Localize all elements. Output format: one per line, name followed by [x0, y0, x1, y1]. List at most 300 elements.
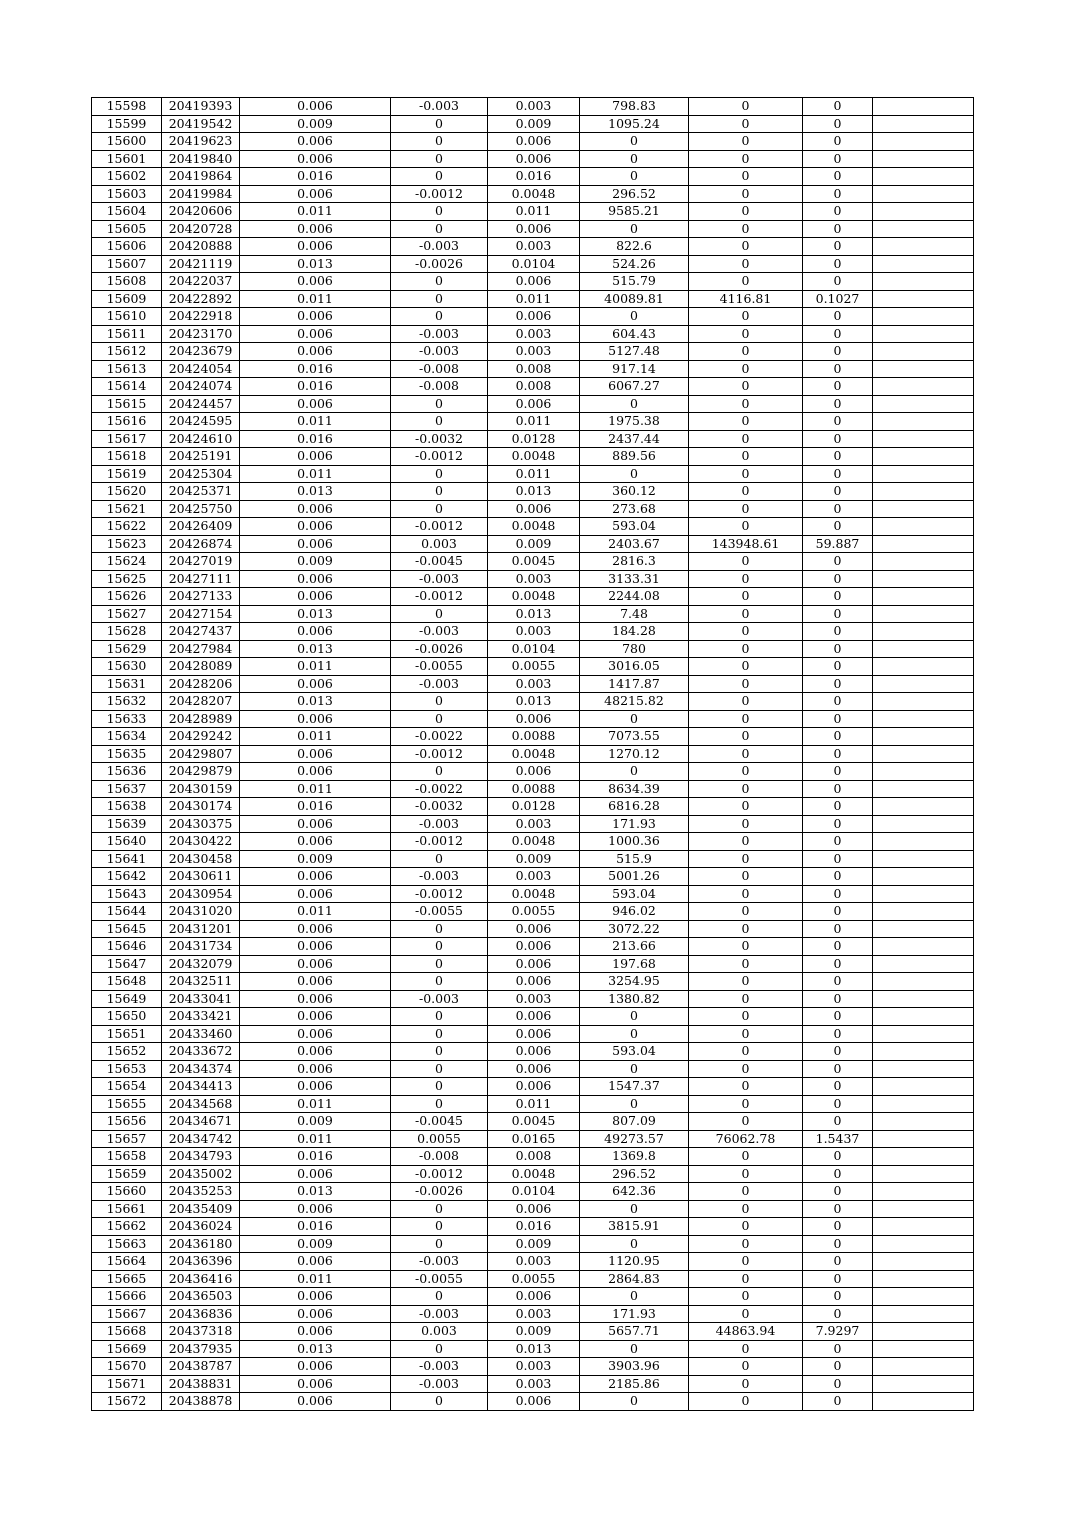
net-value-cell: 0.003: [488, 238, 580, 256]
amount-cell: 0: [580, 763, 689, 781]
net-value-cell: 0.006: [488, 1288, 580, 1306]
table-row: [92, 1358, 974, 1376]
ratio-cell: 0: [803, 378, 873, 396]
net-value-cell: 0.006: [488, 710, 580, 728]
amount-cell: 3254.95: [580, 973, 689, 991]
extra-amount-cell: 0: [689, 728, 803, 746]
ratio-cell: 0: [803, 360, 873, 378]
row-number-cell: 15609: [92, 290, 162, 308]
value-a-cell: 0.011: [240, 1270, 391, 1288]
amount-cell: 0: [580, 220, 689, 238]
net-value-cell: 0.003: [488, 815, 580, 833]
empty-cell: [873, 1078, 974, 1096]
row-number-cell: 15655: [92, 1095, 162, 1113]
table-row: [92, 220, 974, 238]
net-value-cell: 0.009: [488, 1323, 580, 1341]
id-cell: 20437935: [162, 1340, 240, 1358]
value-a-cell: 0.011: [240, 465, 391, 483]
value-a-cell: 0.006: [240, 518, 391, 536]
empty-cell: [873, 168, 974, 186]
table-row: [92, 133, 974, 151]
empty-cell: [873, 273, 974, 291]
row-number-cell: 15612: [92, 343, 162, 361]
net-value-cell: 0.008: [488, 378, 580, 396]
row-number-cell: 15605: [92, 220, 162, 238]
empty-cell: [873, 553, 974, 571]
ratio-cell: 0: [803, 133, 873, 151]
table-row: [92, 325, 974, 343]
ratio-cell: 0: [803, 553, 873, 571]
adjustment-cell: 0: [391, 1008, 488, 1026]
ratio-cell: 0: [803, 973, 873, 991]
amount-cell: 1000.36: [580, 833, 689, 851]
extra-amount-cell: 0: [689, 1113, 803, 1131]
adjustment-cell: 0: [391, 133, 488, 151]
adjustment-cell: -0.0012: [391, 885, 488, 903]
table-row: [92, 780, 974, 798]
extra-amount-cell: 0: [689, 98, 803, 116]
table-row: [92, 1043, 974, 1061]
ratio-cell: 0: [803, 658, 873, 676]
amount-cell: 515.9: [580, 850, 689, 868]
adjustment-cell: 0.003: [391, 1323, 488, 1341]
row-number-cell: 15634: [92, 728, 162, 746]
extra-amount-cell: 0: [689, 273, 803, 291]
id-cell: 20436503: [162, 1288, 240, 1306]
table-row: [92, 973, 974, 991]
table-row: [92, 238, 974, 256]
net-value-cell: 0.011: [488, 413, 580, 431]
net-value-cell: 0.0048: [488, 885, 580, 903]
ratio-cell: 0: [803, 1393, 873, 1411]
net-value-cell: 0.0104: [488, 640, 580, 658]
empty-cell: [873, 325, 974, 343]
table-row: [92, 675, 974, 693]
adjustment-cell: -0.0012: [391, 833, 488, 851]
net-value-cell: 0.008: [488, 1148, 580, 1166]
extra-amount-cell: 0: [689, 1078, 803, 1096]
net-value-cell: 0.0104: [488, 1183, 580, 1201]
amount-cell: 0: [580, 1288, 689, 1306]
empty-cell: [873, 605, 974, 623]
row-number-cell: 15618: [92, 448, 162, 466]
row-number-cell: 15638: [92, 798, 162, 816]
row-number-cell: 15607: [92, 255, 162, 273]
value-a-cell: 0.016: [240, 378, 391, 396]
ratio-cell: 0: [803, 920, 873, 938]
adjustment-cell: -0.003: [391, 1358, 488, 1376]
ratio-cell: 59.887: [803, 535, 873, 553]
table-row: [92, 1025, 974, 1043]
table-row: [92, 203, 974, 221]
extra-amount-cell: 0: [689, 850, 803, 868]
extra-amount-cell: 0: [689, 1358, 803, 1376]
id-cell: 20434742: [162, 1130, 240, 1148]
adjustment-cell: 0: [391, 290, 488, 308]
value-a-cell: 0.006: [240, 395, 391, 413]
extra-amount-cell: 0: [689, 675, 803, 693]
id-cell: 20419840: [162, 150, 240, 168]
empty-cell: [873, 570, 974, 588]
empty-cell: [873, 675, 974, 693]
net-value-cell: 0.0048: [488, 518, 580, 536]
ratio-cell: 0: [803, 308, 873, 326]
amount-cell: 0: [580, 395, 689, 413]
table-row: [92, 448, 974, 466]
id-cell: 20434413: [162, 1078, 240, 1096]
ratio-cell: 0: [803, 1305, 873, 1323]
extra-amount-cell: 0: [689, 1043, 803, 1061]
adjustment-cell: -0.0022: [391, 780, 488, 798]
extra-amount-cell: 0: [689, 903, 803, 921]
net-value-cell: 0.0045: [488, 553, 580, 571]
table-row: [92, 500, 974, 518]
adjustment-cell: 0: [391, 605, 488, 623]
empty-cell: [873, 98, 974, 116]
empty-cell: [873, 1393, 974, 1411]
adjustment-cell: -0.008: [391, 1148, 488, 1166]
net-value-cell: 0.003: [488, 1253, 580, 1271]
empty-cell: [873, 238, 974, 256]
extra-amount-cell: 0: [689, 973, 803, 991]
value-a-cell: 0.006: [240, 1025, 391, 1043]
table-row: [92, 728, 974, 746]
ratio-cell: 0: [803, 885, 873, 903]
net-value-cell: 0.006: [488, 273, 580, 291]
amount-cell: 917.14: [580, 360, 689, 378]
net-value-cell: 0.006: [488, 1078, 580, 1096]
net-value-cell: 0.003: [488, 1375, 580, 1393]
adjustment-cell: 0.0055: [391, 1130, 488, 1148]
adjustment-cell: -0.0012: [391, 745, 488, 763]
id-cell: 20435002: [162, 1165, 240, 1183]
net-value-cell: 0.0048: [488, 833, 580, 851]
net-value-cell: 0.013: [488, 605, 580, 623]
table-row: [92, 605, 974, 623]
ratio-cell: 0: [803, 1235, 873, 1253]
empty-cell: [873, 728, 974, 746]
amount-cell: 3072.22: [580, 920, 689, 938]
row-number-cell: 15643: [92, 885, 162, 903]
net-value-cell: 0.0088: [488, 780, 580, 798]
empty-cell: [873, 255, 974, 273]
ratio-cell: 0: [803, 780, 873, 798]
row-number-cell: 15642: [92, 868, 162, 886]
id-cell: 20428989: [162, 710, 240, 728]
id-cell: 20424074: [162, 378, 240, 396]
extra-amount-cell: 0: [689, 1025, 803, 1043]
id-cell: 20423679: [162, 343, 240, 361]
net-value-cell: 0.006: [488, 1393, 580, 1411]
adjustment-cell: 0: [391, 710, 488, 728]
table-row: [92, 1078, 974, 1096]
value-a-cell: 0.009: [240, 553, 391, 571]
table-row: [92, 1253, 974, 1271]
value-a-cell: 0.006: [240, 150, 391, 168]
empty-cell: [873, 1025, 974, 1043]
value-a-cell: 0.006: [240, 1358, 391, 1376]
table-row: [92, 1393, 974, 1411]
ratio-cell: 0: [803, 500, 873, 518]
row-number-cell: 15606: [92, 238, 162, 256]
table-row: [92, 1375, 974, 1393]
adjustment-cell: 0: [391, 1095, 488, 1113]
id-cell: 20430954: [162, 885, 240, 903]
net-value-cell: 0.0055: [488, 658, 580, 676]
adjustment-cell: 0: [391, 220, 488, 238]
net-value-cell: 0.011: [488, 1095, 580, 1113]
adjustment-cell: 0: [391, 500, 488, 518]
amount-cell: 0: [580, 1008, 689, 1026]
net-value-cell: 0.006: [488, 308, 580, 326]
net-value-cell: 0.006: [488, 395, 580, 413]
value-a-cell: 0.006: [240, 1375, 391, 1393]
row-number-cell: 15666: [92, 1288, 162, 1306]
net-value-cell: 0.006: [488, 763, 580, 781]
extra-amount-cell: 0: [689, 220, 803, 238]
extra-amount-cell: 0: [689, 255, 803, 273]
ratio-cell: 0: [803, 1358, 873, 1376]
amount-cell: 1417.87: [580, 675, 689, 693]
table-row: [92, 885, 974, 903]
row-number-cell: 15654: [92, 1078, 162, 1096]
extra-amount-cell: 0: [689, 325, 803, 343]
id-cell: 20422037: [162, 273, 240, 291]
adjustment-cell: -0.0045: [391, 553, 488, 571]
value-a-cell: 0.016: [240, 798, 391, 816]
amount-cell: 273.68: [580, 500, 689, 518]
amount-cell: 6067.27: [580, 378, 689, 396]
table-row: [92, 868, 974, 886]
table-row: [92, 1130, 974, 1148]
ratio-cell: 0: [803, 990, 873, 1008]
ratio-cell: 0: [803, 1183, 873, 1201]
value-a-cell: 0.006: [240, 1323, 391, 1341]
row-number-cell: 15670: [92, 1358, 162, 1376]
net-value-cell: 0.003: [488, 325, 580, 343]
net-value-cell: 0.0128: [488, 798, 580, 816]
value-a-cell: 0.006: [240, 343, 391, 361]
amount-cell: 889.56: [580, 448, 689, 466]
amount-cell: 593.04: [580, 885, 689, 903]
value-a-cell: 0.009: [240, 1113, 391, 1131]
extra-amount-cell: 0: [689, 1008, 803, 1026]
extra-amount-cell: 0: [689, 378, 803, 396]
row-number-cell: 15639: [92, 815, 162, 833]
net-value-cell: 0.006: [488, 973, 580, 991]
row-number-cell: 15600: [92, 133, 162, 151]
extra-amount-cell: 0: [689, 1218, 803, 1236]
adjustment-cell: 0: [391, 413, 488, 431]
id-cell: 20436416: [162, 1270, 240, 1288]
amount-cell: 48215.82: [580, 693, 689, 711]
id-cell: 20430458: [162, 850, 240, 868]
amount-cell: 0: [580, 1095, 689, 1113]
table-row: [92, 903, 974, 921]
empty-cell: [873, 518, 974, 536]
id-cell: 20434374: [162, 1060, 240, 1078]
empty-cell: [873, 1323, 974, 1341]
row-number-cell: 15646: [92, 938, 162, 956]
table-row: [92, 168, 974, 186]
value-a-cell: 0.006: [240, 1288, 391, 1306]
adjustment-cell: 0.003: [391, 535, 488, 553]
empty-cell: [873, 710, 974, 728]
net-value-cell: 0.006: [488, 150, 580, 168]
adjustment-cell: -0.003: [391, 815, 488, 833]
adjustment-cell: -0.003: [391, 1375, 488, 1393]
empty-cell: [873, 1200, 974, 1218]
adjustment-cell: 0: [391, 115, 488, 133]
table-row: [92, 1218, 974, 1236]
id-cell: 20427984: [162, 640, 240, 658]
amount-cell: 3133.31: [580, 570, 689, 588]
adjustment-cell: 0: [391, 920, 488, 938]
empty-cell: [873, 395, 974, 413]
row-number-cell: 15615: [92, 395, 162, 413]
id-cell: 20422892: [162, 290, 240, 308]
amount-cell: 2244.08: [580, 588, 689, 606]
data-table: [91, 97, 974, 1411]
amount-cell: 6816.28: [580, 798, 689, 816]
net-value-cell: 0.011: [488, 290, 580, 308]
adjustment-cell: -0.003: [391, 238, 488, 256]
value-a-cell: 0.006: [240, 1253, 391, 1271]
value-a-cell: 0.011: [240, 290, 391, 308]
extra-amount-cell: 0: [689, 1183, 803, 1201]
net-value-cell: 0.0055: [488, 1270, 580, 1288]
empty-cell: [873, 623, 974, 641]
value-a-cell: 0.016: [240, 1218, 391, 1236]
net-value-cell: 0.011: [488, 465, 580, 483]
ratio-cell: 0: [803, 220, 873, 238]
amount-cell: 0: [580, 710, 689, 728]
value-a-cell: 0.006: [240, 238, 391, 256]
value-a-cell: 0.006: [240, 308, 391, 326]
net-value-cell: 0.003: [488, 1305, 580, 1323]
empty-cell: [873, 150, 974, 168]
id-cell: 20428206: [162, 675, 240, 693]
row-number-cell: 15624: [92, 553, 162, 571]
amount-cell: 40089.81: [580, 290, 689, 308]
ratio-cell: 0: [803, 1148, 873, 1166]
row-number-cell: 15671: [92, 1375, 162, 1393]
table-row: [92, 98, 974, 116]
net-value-cell: 0.016: [488, 1218, 580, 1236]
value-a-cell: 0.006: [240, 623, 391, 641]
empty-cell: [873, 483, 974, 501]
amount-cell: 5127.48: [580, 343, 689, 361]
ratio-cell: 0: [803, 938, 873, 956]
ratio-cell: 1.5437: [803, 1130, 873, 1148]
value-a-cell: 0.006: [240, 1043, 391, 1061]
ratio-cell: 0: [803, 448, 873, 466]
extra-amount-cell: 0: [689, 605, 803, 623]
ratio-cell: 0: [803, 728, 873, 746]
net-value-cell: 0.013: [488, 483, 580, 501]
adjustment-cell: 0: [391, 693, 488, 711]
amount-cell: 822.6: [580, 238, 689, 256]
row-number-cell: 15621: [92, 500, 162, 518]
id-cell: 20428207: [162, 693, 240, 711]
adjustment-cell: 0: [391, 1060, 488, 1078]
extra-amount-cell: 0: [689, 1060, 803, 1078]
ratio-cell: 0: [803, 570, 873, 588]
value-a-cell: 0.006: [240, 745, 391, 763]
empty-cell: [873, 1165, 974, 1183]
table-row: [92, 1340, 974, 1358]
row-number-cell: 15619: [92, 465, 162, 483]
extra-amount-cell: 0: [689, 553, 803, 571]
amount-cell: 2816.3: [580, 553, 689, 571]
ratio-cell: 0: [803, 413, 873, 431]
extra-amount-cell: 0: [689, 1375, 803, 1393]
amount-cell: 807.09: [580, 1113, 689, 1131]
net-value-cell: 0.006: [488, 1008, 580, 1026]
id-cell: 20419623: [162, 133, 240, 151]
ratio-cell: 0: [803, 1060, 873, 1078]
amount-cell: 49273.57: [580, 1130, 689, 1148]
extra-amount-cell: 0: [689, 885, 803, 903]
value-a-cell: 0.006: [240, 273, 391, 291]
empty-cell: [873, 1148, 974, 1166]
extra-amount-cell: 0: [689, 308, 803, 326]
net-value-cell: 0.013: [488, 693, 580, 711]
ratio-cell: 0: [803, 1253, 873, 1271]
amount-cell: 8634.39: [580, 780, 689, 798]
adjustment-cell: -0.003: [391, 1305, 488, 1323]
amount-cell: 1120.95: [580, 1253, 689, 1271]
value-a-cell: 0.011: [240, 658, 391, 676]
amount-cell: 0: [580, 1340, 689, 1358]
value-a-cell: 0.011: [240, 903, 391, 921]
table-row: [92, 1113, 974, 1131]
id-cell: 20432511: [162, 973, 240, 991]
net-value-cell: 0.0165: [488, 1130, 580, 1148]
ratio-cell: 0: [803, 955, 873, 973]
table-row: [92, 955, 974, 973]
row-number-cell: 15657: [92, 1130, 162, 1148]
empty-cell: [873, 133, 974, 151]
extra-amount-cell: 0: [689, 780, 803, 798]
value-a-cell: 0.006: [240, 1200, 391, 1218]
extra-amount-cell: 0: [689, 238, 803, 256]
amount-cell: 3903.96: [580, 1358, 689, 1376]
amount-cell: 0: [580, 168, 689, 186]
row-number-cell: 15602: [92, 168, 162, 186]
empty-cell: [873, 1043, 974, 1061]
ratio-cell: 0: [803, 1200, 873, 1218]
amount-cell: 5001.26: [580, 868, 689, 886]
ratio-cell: 0: [803, 640, 873, 658]
value-a-cell: 0.006: [240, 325, 391, 343]
ratio-cell: 7.9297: [803, 1323, 873, 1341]
row-number-cell: 15628: [92, 623, 162, 641]
row-number-cell: 15669: [92, 1340, 162, 1358]
ratio-cell: 0: [803, 1375, 873, 1393]
net-value-cell: 0.009: [488, 850, 580, 868]
value-a-cell: 0.006: [240, 973, 391, 991]
extra-amount-cell: 0: [689, 1305, 803, 1323]
value-a-cell: 0.009: [240, 115, 391, 133]
adjustment-cell: 0: [391, 850, 488, 868]
id-cell: 20438787: [162, 1358, 240, 1376]
table-row: [92, 1270, 974, 1288]
amount-cell: 0: [580, 150, 689, 168]
value-a-cell: 0.006: [240, 920, 391, 938]
ratio-cell: 0: [803, 483, 873, 501]
adjustment-cell: 0: [391, 1200, 488, 1218]
